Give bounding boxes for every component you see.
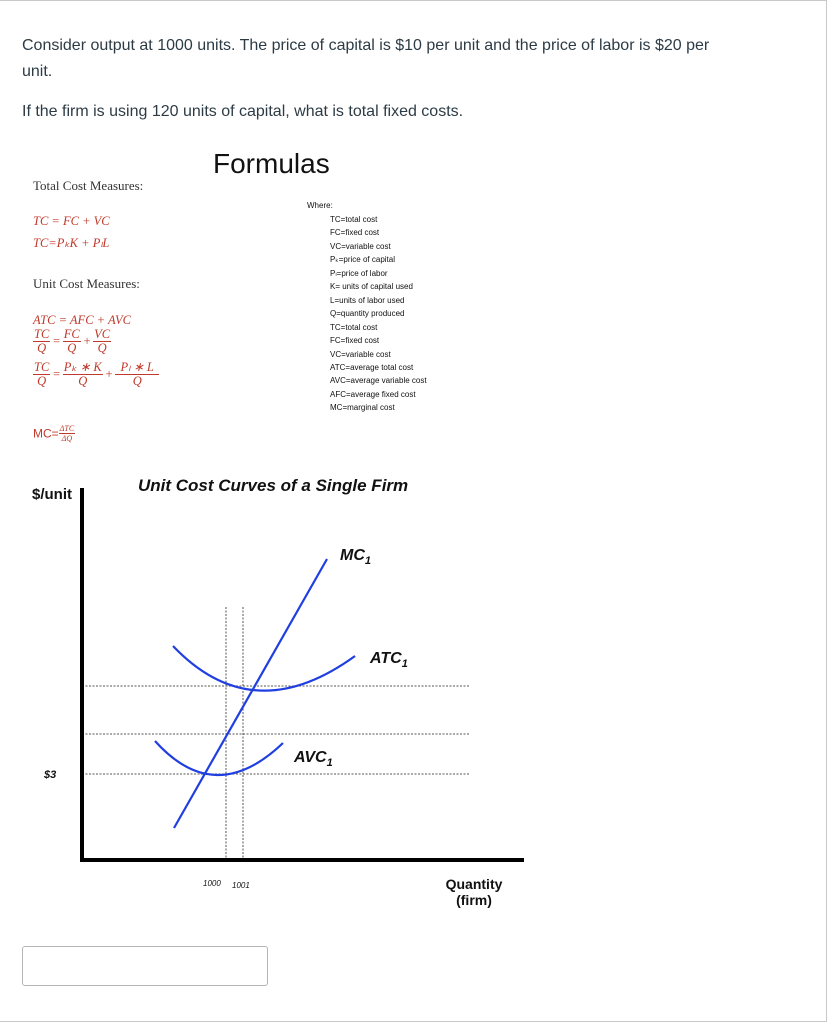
definition-item: FC=fixed cost (330, 336, 380, 346)
question-text-line-3: If the firm is using 120 units of capital, what is total fixed costs. (22, 103, 464, 120)
definition-item: MC=marginal cost (330, 403, 395, 413)
definition-item: VC=variable cost (330, 241, 391, 251)
x-axis-label-2: (firm) (456, 892, 492, 908)
tc-formula-1: TC = FC + VC (33, 214, 110, 228)
x-tick-1001: 1001 (232, 881, 250, 890)
unit-cost-fraction-2: $\frac{TC}{Q}$ = $\frac{\text{Pₖ ∗ K}}{Q}$ + $\frac{\text{Pₗ ∗ L}}{Q}$ (33, 361, 159, 388)
formulas-title: Formulas (213, 148, 330, 179)
definition-item: K= units of capital used (330, 282, 413, 292)
definition-item: AFC=average fixed cost (330, 389, 416, 399)
unit-cost-fraction-1: $\frac{TC}{Q}$ = $\frac{FC}{Q}$ + $\frac{VC}{Q}$ (34, 327, 111, 355)
definition-item: TC=total cost (330, 322, 378, 332)
x-tick-1000: 1000 (203, 879, 221, 888)
definition-item: AVC=average variable cost (330, 376, 427, 386)
unit-cost-label: Unit Cost Measures: (33, 276, 140, 291)
definition-item: Q=quantity produced (330, 309, 405, 319)
mc-curve (174, 559, 327, 828)
definition-item: Pₖ=price of capital (330, 255, 395, 265)
total-cost-label: Total Cost Measures: (33, 178, 144, 193)
y-tick-3: $3 (44, 769, 57, 781)
avc-curve (155, 741, 283, 775)
mc-formula: MC= $\frac{\text{ΔTC}}{\Delta Q}$ (33, 424, 75, 443)
question-text-line-1: Consider output at 1000 units. The price of capital is $10 per unit and the price of labor is $20 per (22, 37, 710, 54)
x-axis-label-1: Quantity (445, 876, 503, 892)
atc-formula: ATC = AFC + AVC (33, 313, 131, 327)
y-axis-label: $/unit (32, 486, 72, 503)
definition-item: Pₗ=price of labor (330, 268, 388, 278)
definition-item: VC=variable cost (330, 349, 391, 359)
answer-input[interactable] (22, 946, 268, 986)
avc-label: $AVC_1$ (294, 749, 333, 769)
where-label: Where: (307, 201, 333, 210)
definition-item: FC=fixed cost (330, 228, 380, 238)
chart-title: Unit Cost Curves of a Single Firm (138, 476, 409, 495)
definitions-list (330, 213, 427, 415)
unit-cost-chart (0, 460, 828, 920)
atc-label: $ATC_1$ (370, 650, 408, 670)
definition-item: ATC=average total cost (330, 362, 414, 372)
definition-item: L=units of labor used (330, 295, 405, 305)
tc-formula-2: TC=PₖK + PₗL (33, 236, 110, 250)
mc-label: $MC_1$ (340, 547, 372, 567)
definition-item: TC=total cost (330, 215, 378, 224)
question-text-line-2: unit. (22, 63, 53, 80)
